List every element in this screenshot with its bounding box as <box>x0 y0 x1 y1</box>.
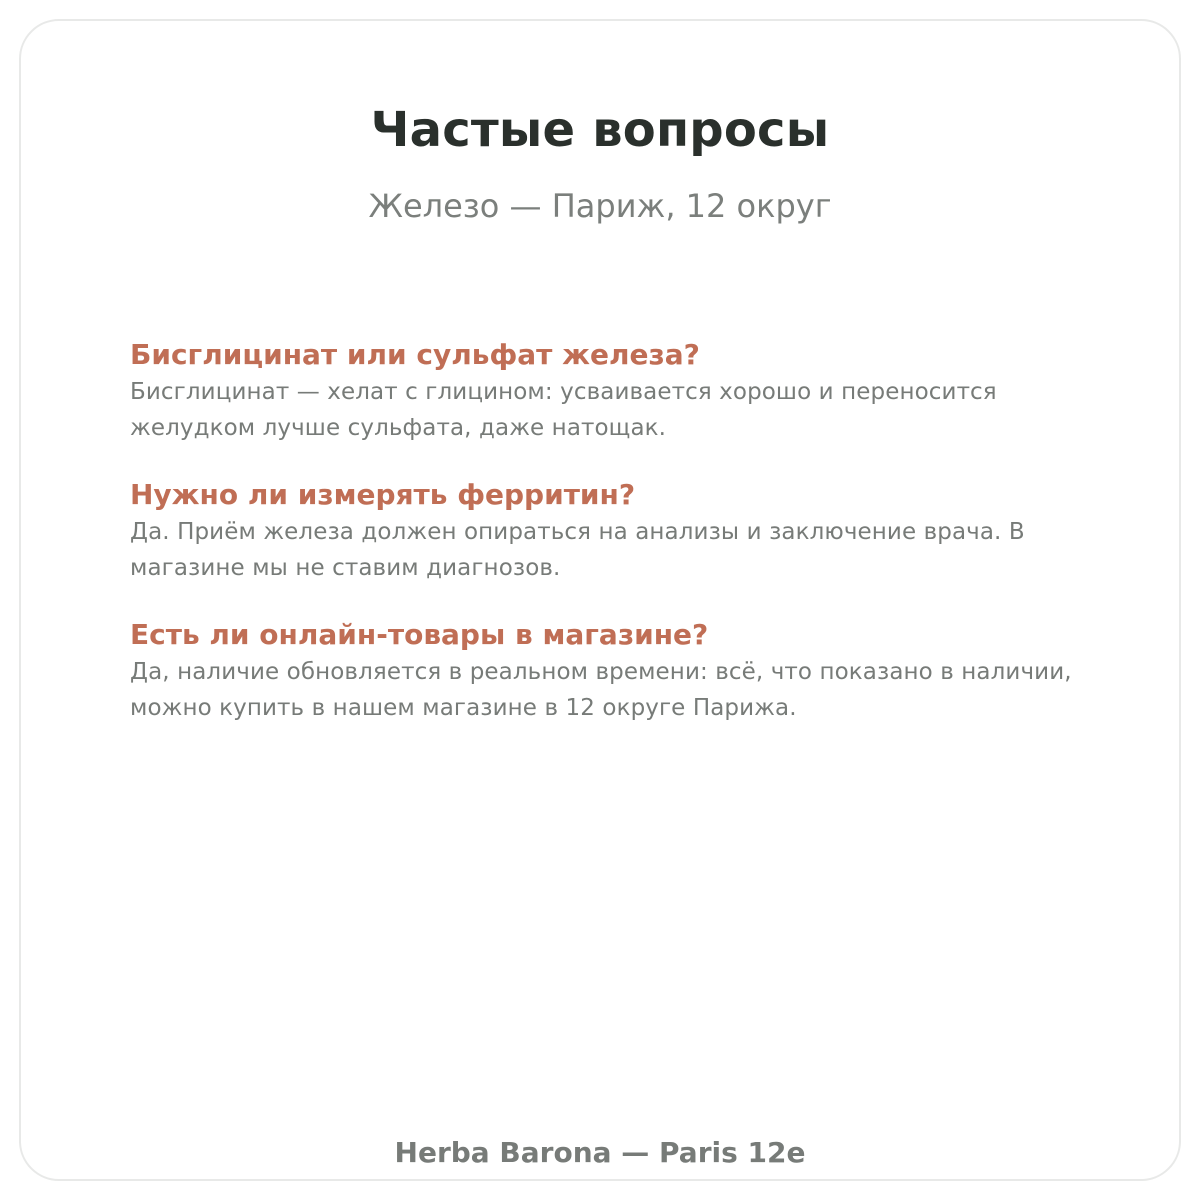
faq-item <box>130 616 1090 726</box>
faq-item <box>130 476 1090 586</box>
faq-answer: Да. Приём железа должен опираться на анализы и заключение врача. В магазине мы не ставим диагнозов. <box>130 519 1025 581</box>
faq-question: Есть ли онлайн-товары в магазине? <box>130 618 709 651</box>
page-title: Частые вопросы <box>370 102 830 158</box>
faq-list <box>130 336 1090 756</box>
faq-question: Бисглицинат или сульфат железа? <box>130 338 700 371</box>
faq-item <box>130 336 1090 446</box>
footer-brand: Herba Barona — Paris 12e <box>394 1136 806 1169</box>
faq-answer: Да, наличие обновляется в реальном времени: всё, что показано в наличии, можно купить в нашем магазине в 12 округе Парижа. <box>130 659 1072 721</box>
faq-question: Нужно ли измерять ферритин? <box>130 478 636 511</box>
page-subtitle: Железо — Париж, 12 округ <box>368 187 832 225</box>
faq-answer: Бисглицинат — хелат с глицином: усваивается хорошо и переносится желудком лучше сульфата, даже натощак. <box>130 379 997 441</box>
